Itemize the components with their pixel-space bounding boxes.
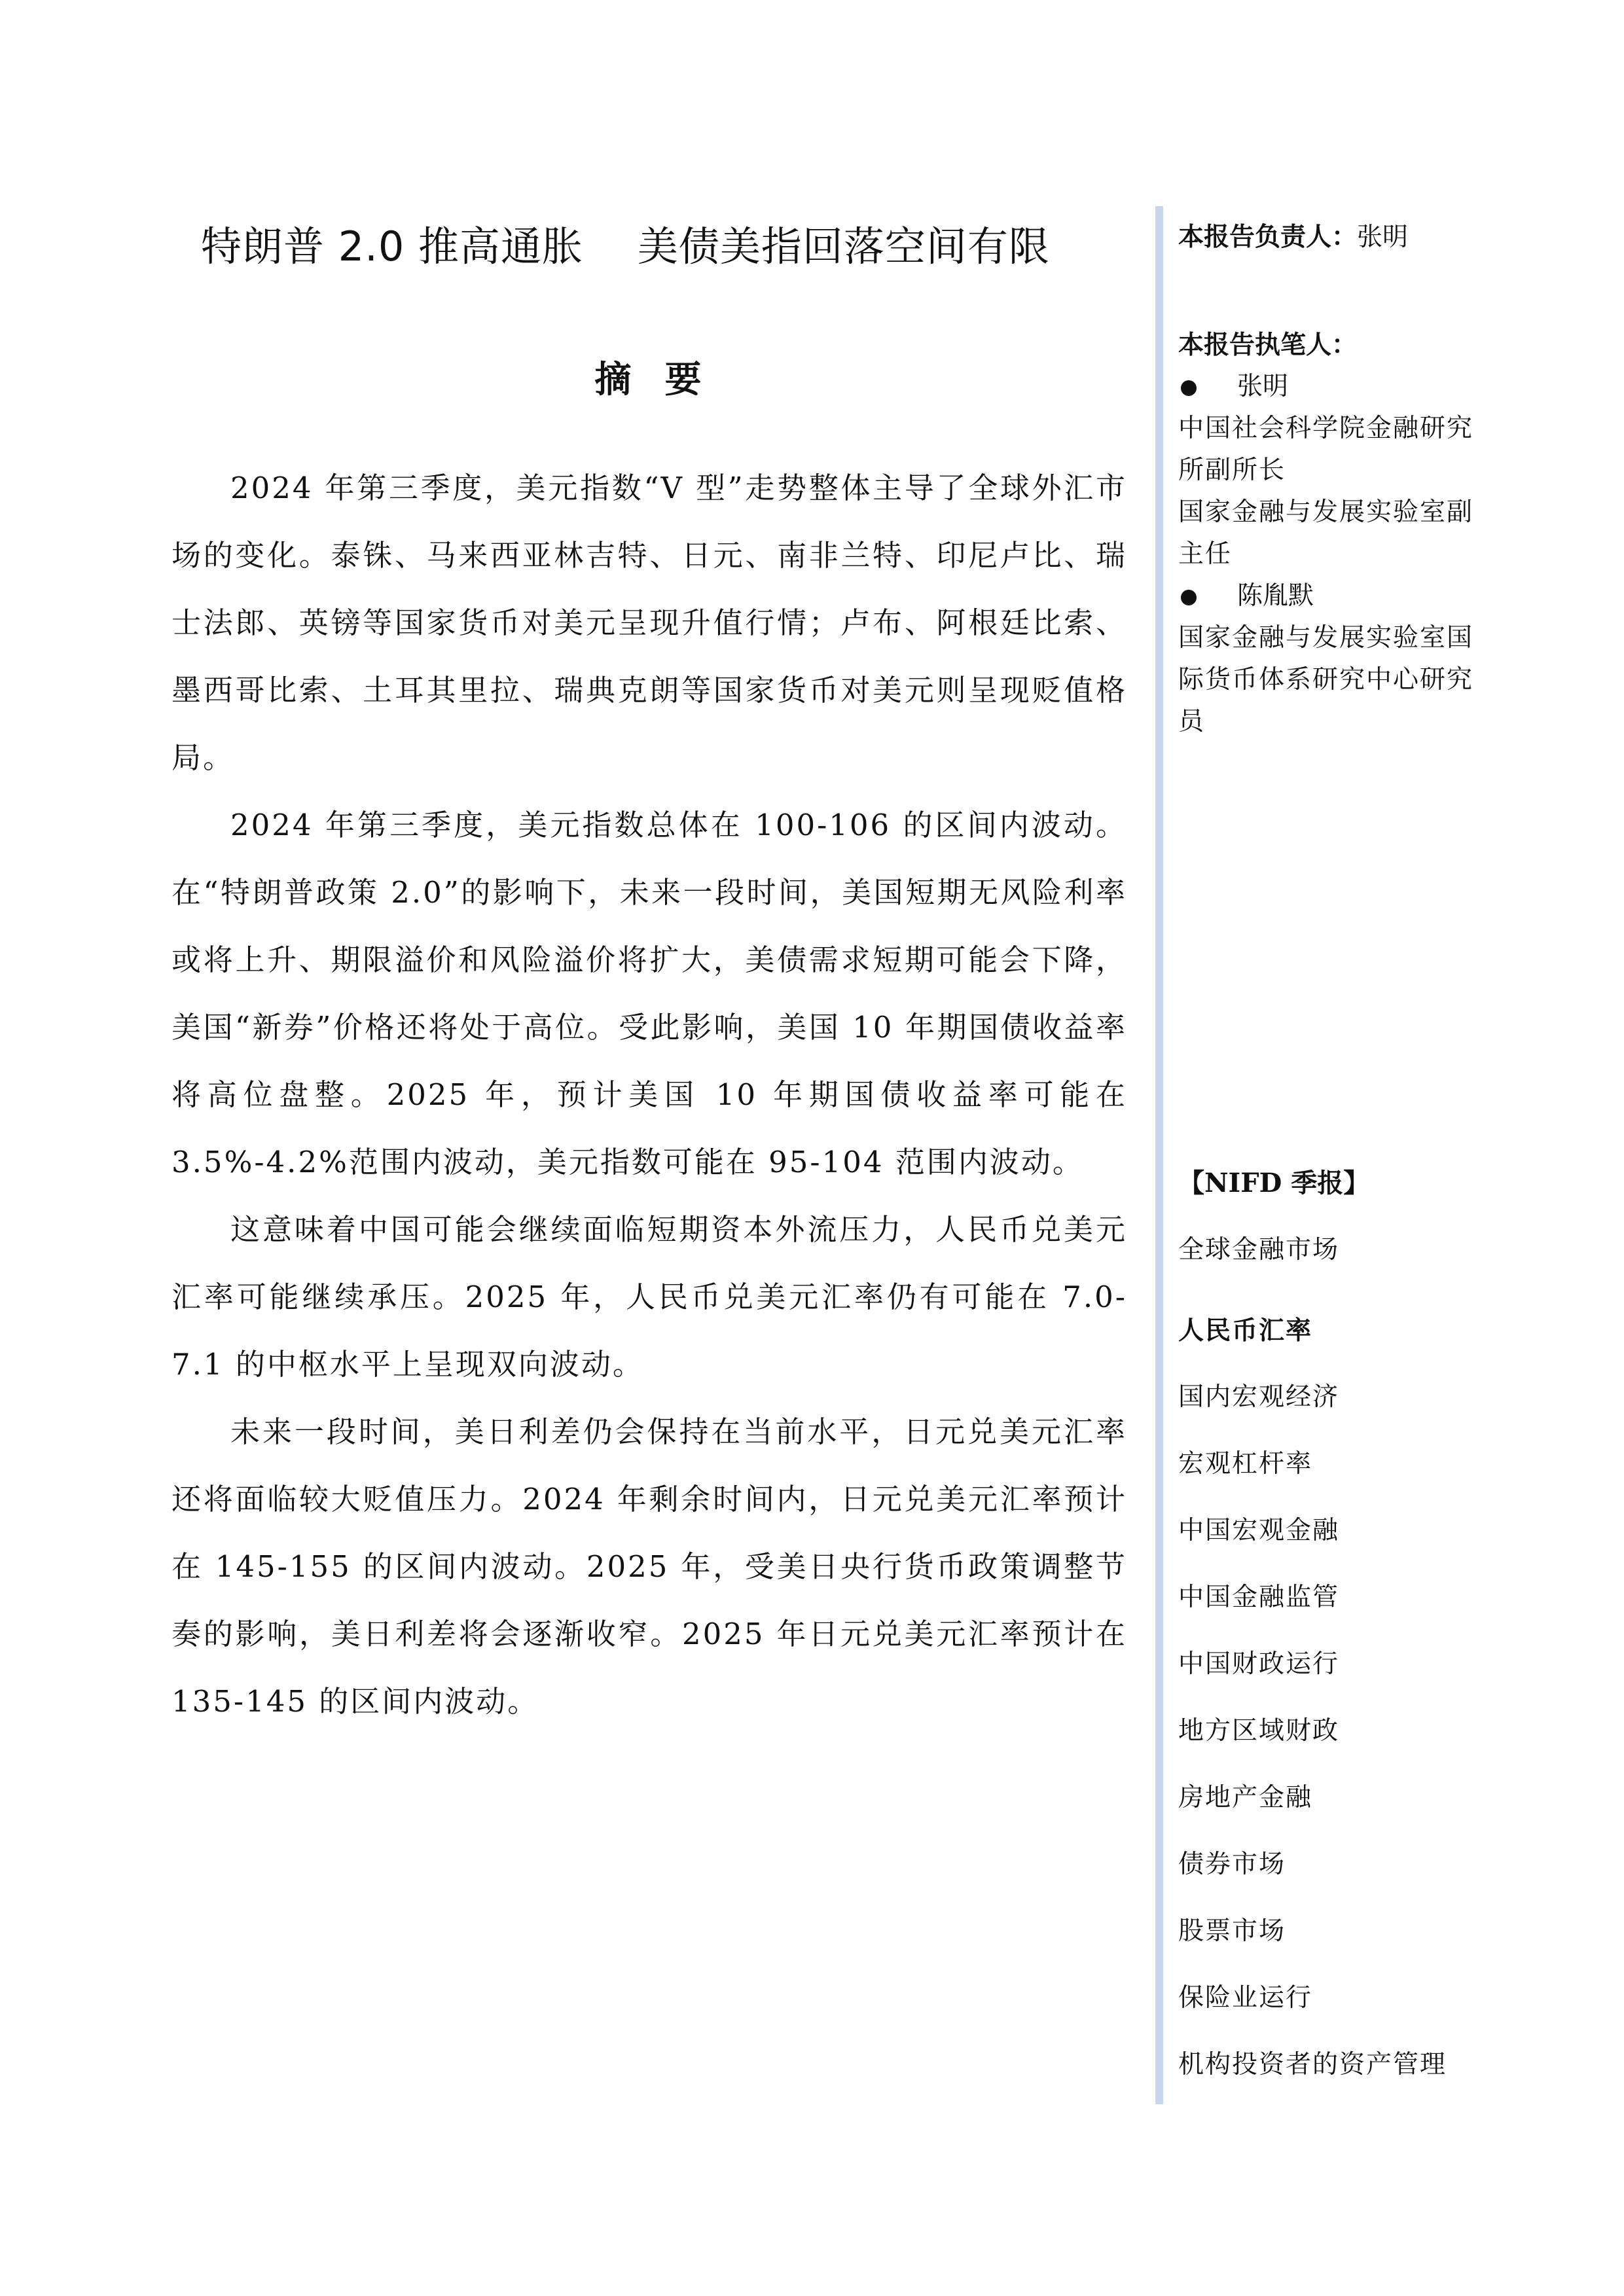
writer-affiliation: 主任: [1178, 539, 1233, 569]
nifd-report-list: [1178, 1230, 1532, 2098]
responsible-person: [1178, 216, 1532, 259]
writer-affiliation: 所副所长: [1178, 456, 1286, 485]
writer-entry: [1178, 575, 1532, 617]
writer-affiliation: 员: [1178, 707, 1206, 736]
report-link-regional-finance[interactable]: 地方区域财政: [1178, 1716, 1340, 1746]
abstract-heading: 摘 要: [594, 359, 704, 402]
writers-label: 本报告执笔人：: [1178, 330, 1358, 360]
abstract-paragraph: 未来一段时间，美日利差仍会保持在当前水平，日元兑美元汇率还将面临较大贬值压力。2024 年剩余时间内，日元兑美元汇率预计在 145-155 的区间内波动。2025 年，受美日央行货币政策调整节奏的影响，美日利差将会逐渐收窄。2025 年日元兑美元汇率预计在 135-145 的区间内波动。: [171, 1414, 1127, 1719]
report-link-global-markets[interactable]: 全球金融市场: [1178, 1235, 1340, 1265]
nifd-quarterly-list: [1178, 1164, 1532, 2098]
report-link-insurance[interactable]: 保险业运行: [1178, 1983, 1313, 2013]
report-link-institutional-investors[interactable]: 机构投资者的资产管理: [1178, 2050, 1447, 2079]
report-link-domestic-macro[interactable]: 国内宏观经济: [1178, 1382, 1340, 1412]
writer-name: 张明: [1237, 372, 1289, 401]
writer-affiliation: 国家金融与发展实验室副: [1178, 497, 1474, 527]
bullet-icon: [1181, 380, 1197, 396]
main-column: [171, 223, 1127, 1735]
abstract-body: [171, 454, 1127, 1735]
writer-name: 陈胤默: [1237, 581, 1314, 611]
sidebar-divider: [1155, 206, 1163, 2104]
report-link-rmb-exchange-rate[interactable]: 人民币汇率: [1178, 1316, 1313, 1346]
report-link-fiscal-operation[interactable]: 中国财政运行: [1178, 1649, 1340, 1679]
bullet-icon: [1181, 590, 1197, 605]
report-link-macro-leverage[interactable]: 宏观杠杆率: [1178, 1449, 1313, 1479]
responsible-label: 本报告负责人：: [1178, 222, 1358, 252]
report-link-bond-market[interactable]: 债券市场: [1178, 1850, 1286, 1879]
writer-affiliation: 际货币体系研究中心研究: [1178, 665, 1474, 694]
authors-sidebar: [1178, 216, 1532, 743]
report-link-stock-market[interactable]: 股票市场: [1178, 1916, 1286, 1946]
report-link-financial-regulation[interactable]: 中国金融监管: [1178, 1583, 1340, 1612]
abstract-paragraph: 2024 年第三季度，美元指数“V 型”走势整体主导了全球外汇市场的变化。泰铢、马来西亚林吉特、日元、南非兰特、印尼卢比、瑞士法郎、英镑等国家货币对美元呈现升值行情；卢布、阿根廷比索、墨西哥比索、土耳其里拉、瑞典克朗等国家货币对美元则呈现贬值格局。: [171, 471, 1127, 776]
report-title: 特朗普 2.0 推高通胀 美债美指回落空间有限: [201, 223, 1050, 270]
abstract-paragraph: 这意味着中国可能会继续面临短期资本外流压力，人民币兑美元汇率可能继续承压。2025 年，人民币兑美元汇率仍有可能在 7.0-7.1 的中枢水平上呈现双向波动。: [171, 1212, 1127, 1382]
nifd-title: 【NIFD 季报】: [1178, 1168, 1370, 1198]
writer-entry: [1178, 366, 1532, 408]
writers-block: [1178, 324, 1532, 743]
report-link-china-macro-finance[interactable]: 中国宏观金融: [1178, 1516, 1340, 1545]
writer-affiliation: 国家金融与发展实验室国: [1178, 623, 1474, 653]
responsible-name: 张明: [1357, 223, 1409, 252]
report-link-real-estate-finance[interactable]: 房地产金融: [1178, 1783, 1313, 1812]
writer-affiliation: 中国社会科学院金融研究: [1178, 414, 1474, 443]
abstract-paragraph: 2024 年第三季度，美元指数总体在 100-106 的区间内波动。在“特朗普政策 2.0”的影响下，未来一段时间，美国短期无风险利率或将上升、期限溢价和风险溢价将扩大，美债需求短期可能会下降，美国“新券”价格还将处于高位。受此影响，美国 10 年期国债收益率将高位盘整。2025 年，预计美国 10 年期国债收益率可能在 3.5%-4.2%范围内波动，美元指数可能在 95-104 范围内波动。: [171, 808, 1127, 1180]
